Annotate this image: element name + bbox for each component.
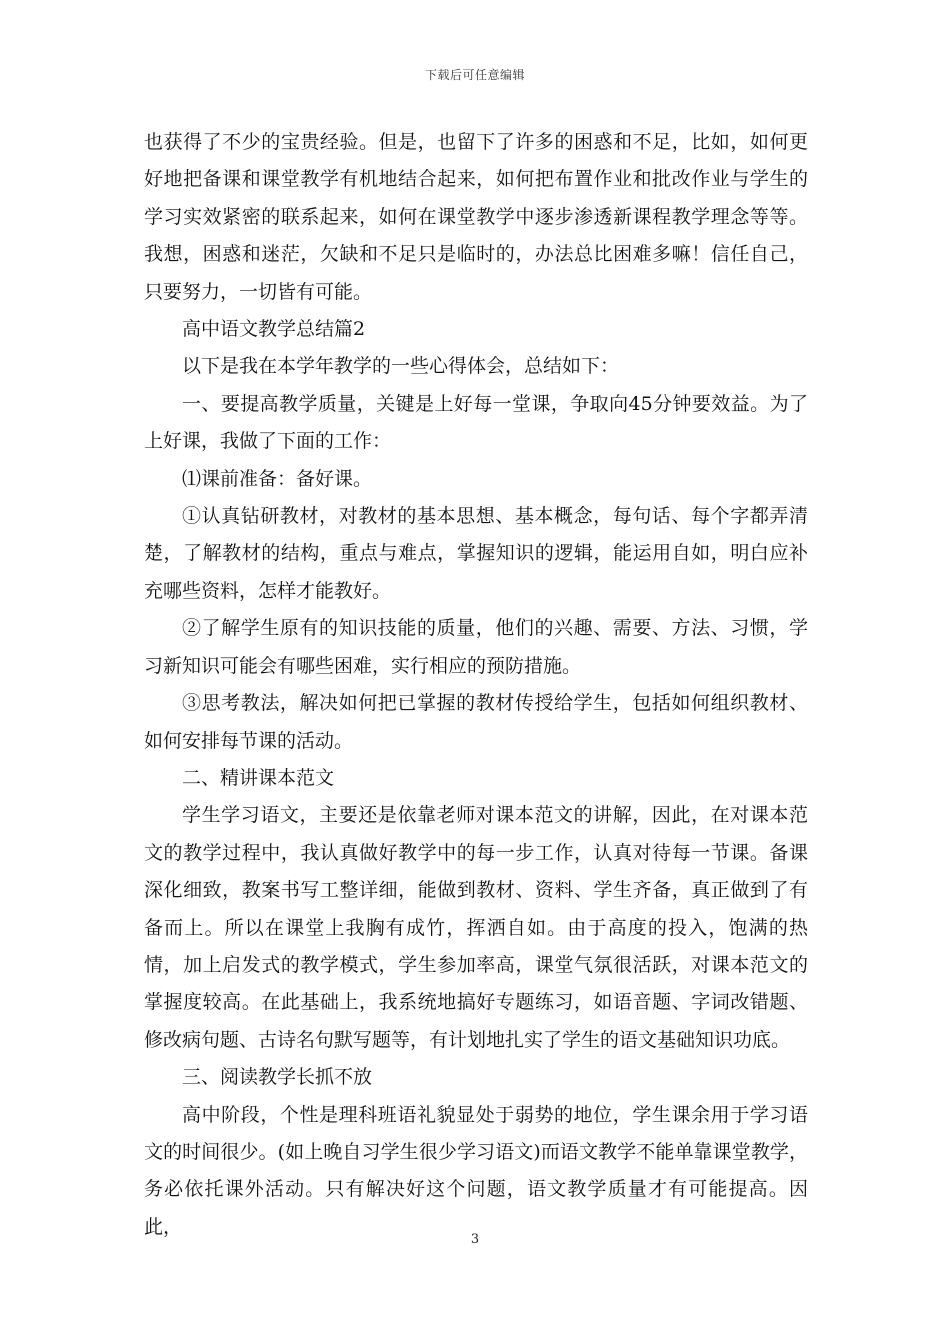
paragraph: ②了解学生原有的知识技能的质量，他们的兴趣、需要、方法、习惯，学习新知识可能会有哪些困难，实行相应的预防措施。 [144,617,808,677]
paragraph: 一、要提高教学质量，关键是上好每一堂课，争取向45分钟要效益。为了上好课，我做了下面的工作： [144,392,808,453]
page-number: 3 [470,1232,480,1247]
paragraph: 高中阶段，个性是理科班语礼貌显处于弱势的地位，学生课余用于学习语文的时间很少。(如上晚自习学生很少学习语文)而语文教学不能单靠课堂教学，务必依托课外活动。只有解决好这个问题，语文教学质量才有可能提高。因此， [144,1103,808,1238]
paragraph: ③思考教法，解决如何把已掌握的教材传授给学生，包括如何组织教材、如何安排每节课的活动。 [144,692,808,752]
document-body [144,124,808,1246]
paragraph-continuation: 也获得了不少的宝贵经验。但是，也留下了许多的困惑和不足，比如，如何更好地把备课和课堂教学有机地结合起来，如何把布置作业和批改作业与学生的学习实效紧密的联系起来，如何在课堂教学中逐步渗透新课程教学理念等等。我想，困惑和迷茫，欠缺和不足只是临时的，办法总比困难多嘛！信任自己，只要努力，一切皆有可能。 [144,131,808,303]
paragraph: 学生学习语文，主要还是依靠老师对课本范文的讲解，因此，在对课本范文的教学过程中，我认真做好教学中的每一步工作，认真对待每一节课。备课深化细致，教案书写工整详细，能做到教材、资料、学生齐备，真正做到了有备而上。所以在课堂上我胸有成竹，挥洒自如。由于高度的投入，饱满的热情，加上启发式的教学模式，学生参加率高，课堂气氛很活跃，对课本范文的掌握度较高。在此基础上，我系统地搞好专题练习，如语音题、字词改错题、修改病句题、古诗名句默写题等，有计划地扎实了学生的语文基础知识功底。 [144,804,808,1051]
page-header: 下载后可任意编辑 [424,68,525,82]
section-title: 高中语文教学总结篇2 [182,318,366,341]
paragraph: ⑴课前准备：备好课。 [182,467,373,490]
paragraph: 以下是我在本学年教学的一些心得体会，总结如下： [182,355,620,378]
section-heading: 二、精讲课本范文 [182,766,335,789]
section-heading: 三、阅读教学长抓不放 [182,1066,373,1089]
paragraph: ①认真钻研教材，对教材的基本思想、基本概念，每句话、每个字都弄清楚，了解教材的结构，重点与难点，掌握知识的逻辑，能运用自如，明白应补充哪些资料，怎样才能教好。 [144,505,808,602]
